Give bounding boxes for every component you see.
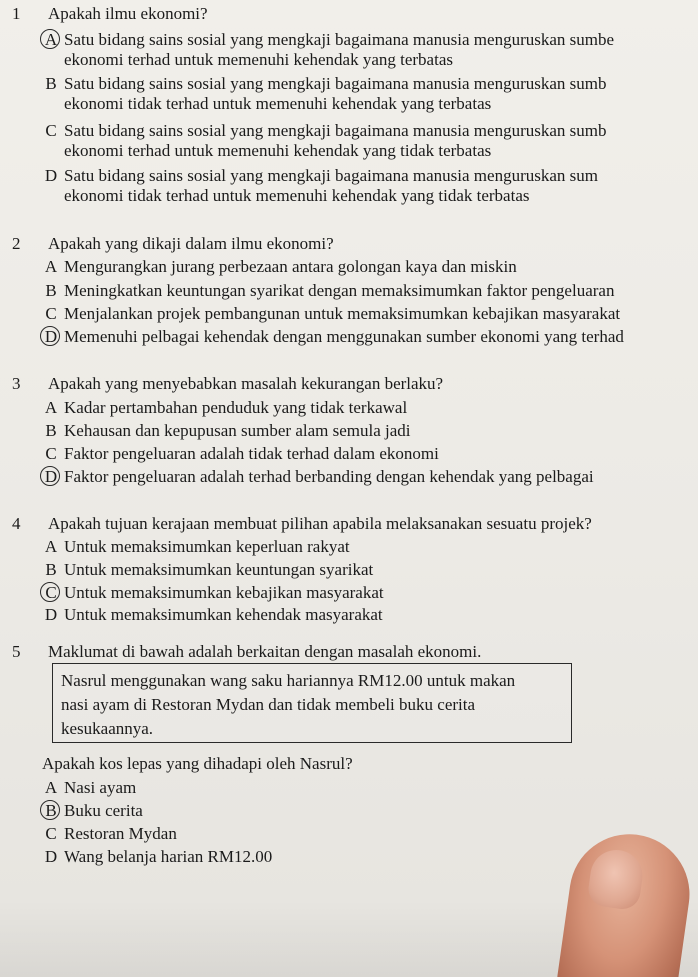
option-text: Faktor pengeluaran adalah terhad berbanding dengan kehendak yang pelbagai [64,467,594,486]
info-box [52,663,572,743]
question-number: 5 [12,642,21,661]
option-text-line2: ekonomi tidak terhad untuk memenuhi kehendak yang terbatas [64,94,492,113]
option-letter: C [45,121,57,140]
question-text-2: Apakah kos lepas yang dihadapi oleh Nasrul? [42,754,353,773]
option-text: Untuk memaksimumkan kebajikan masyarakat [64,583,384,602]
option-text: Kadar pertambahan penduduk yang tidak terkawal [64,398,408,417]
option-text-line2: ekonomi terhad untuk memenuhi kehendak yang tidak terbatas [64,141,492,160]
option-letter: A [44,778,58,797]
question-text: Apakah ilmu ekonomi? [48,4,208,23]
option-letter: B [45,801,57,820]
question-text: Apakah yang dikaji dalam ilmu ekonomi? [48,234,334,253]
option-text: Satu bidang sains sosial yang mengkaji bagaimana manusia menguruskan sumb [64,121,607,140]
option-text: Untuk memaksimumkan keperluan rakyat [64,537,350,556]
option-letter: D [44,467,58,486]
option-text: Memenuhi pelbagai kehendak dengan menggunakan sumber ekonomi yang terhad [64,327,624,346]
option-text: Untuk memaksimumkan kehendak masyarakat [64,605,383,624]
option-letter: B [45,281,57,300]
question-text: Apakah yang menyebabkan masalah kekurangan berlaku? [48,374,444,393]
option-text: Nasi ayam [64,778,137,797]
option-text: Menjalankan projek pembangunan untuk memaksimumkan kebajikan masyarakat [64,304,621,323]
option-letter: A [44,257,58,276]
option-letter: C [45,304,57,323]
option-text: Satu bidang sains sosial yang mengkaji bagaimana manusia menguruskan sumb [64,74,607,93]
option-text: Satu bidang sains sosial yang mengkaji bagaimana manusia menguruskan sumbe [64,30,615,49]
option-text: Meningkatkan keuntungan syarikat dengan memaksimumkan faktor pengeluaran [64,281,615,300]
question-number: 2 [12,234,21,253]
option-text-line2: ekonomi terhad untuk memenuhi kehendak yang terbatas [64,50,453,69]
option-letter: D [44,605,58,624]
option-letter: D [44,847,58,866]
question-text: Apakah tujuan kerajaan membuat pilihan apabila melaksanakan sesuatu projek? [48,514,592,533]
option-text: Faktor pengeluaran adalah tidak terhad dalam ekonomi [64,444,439,463]
option-text-line2: ekonomi tidak terhad untuk memenuhi kehendak yang tidak terbatas [64,186,530,205]
option-letter: C [45,583,57,602]
option-text: Kehausan dan kepupusan sumber alam semula jadi [64,421,411,440]
option-letter: B [45,74,57,93]
info-box-line: nasi ayam di Restoran Mydan dan tidak membeli buku cerita [61,695,476,714]
option-letter: A [44,398,58,417]
option-letter: A [44,30,58,49]
info-box-line: Nasrul menggunakan wang saku hariannya RM12.00 untuk makan [61,671,516,690]
question-number: 1 [12,4,21,23]
option-letter: C [45,444,57,463]
question-text: Maklumat di bawah adalah berkaitan dengan masalah ekonomi. [48,642,482,661]
option-text: Restoran Mydan [64,824,177,843]
option-text: Buku cerita [64,801,143,820]
option-text: Wang belanja harian RM12.00 [64,847,273,866]
question-number: 4 [12,514,21,533]
question-number: 3 [12,374,21,393]
option-letter: B [45,560,57,579]
option-text: Mengurangkan jurang perbezaan antara golongan kaya dan miskin [64,257,517,276]
option-letter: B [45,421,57,440]
option-letter: C [45,824,57,843]
option-letter: D [44,166,58,185]
option-letter: A [44,537,58,556]
info-box-line: kesukaannya. [61,719,154,738]
option-text: Untuk memaksimumkan keuntungan syarikat [64,560,374,579]
option-letter: D [44,327,58,346]
option-text: Satu bidang sains sosial yang mengkaji bagaimana manusia menguruskan sum [64,166,598,185]
